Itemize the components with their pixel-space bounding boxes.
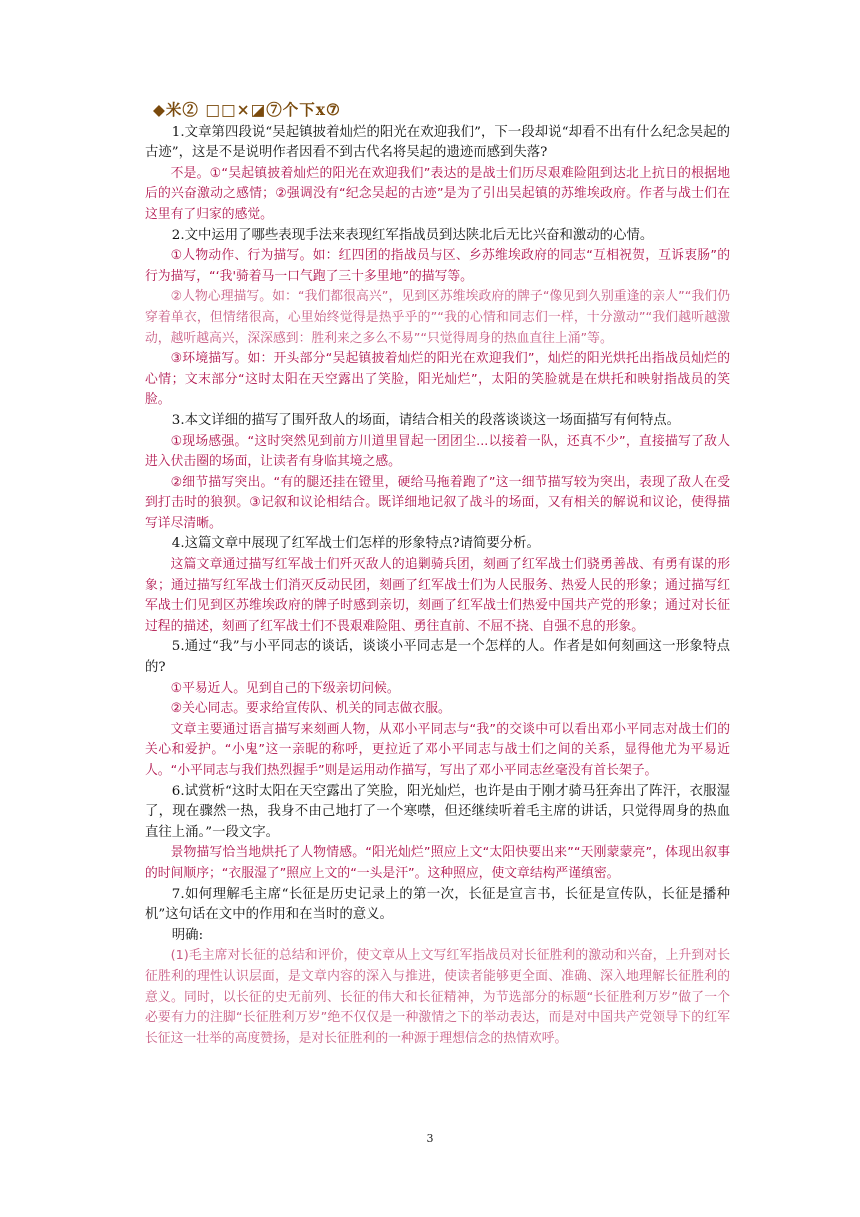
answer-4: 这篇文章通过描写红军战士们歼灭敌人的追剿骑兵团，刻画了红军战士们骁勇善战、有勇有谋的形象；通过描写红军战士们消灭反动民团，刻画了红军战士们为人民服务、热爱人民的形象；通过描写红军战士们见到区苏维埃政府的牌子时感到亲切，刻画了红军战士们热爱中国共产党的形象；通过对长征过程的描述，刻画了红军战士们不畏艰难险阻、勇往直前、不屈不挠、自强不息的形象。 <box>145 557 730 634</box>
answer-2-point-2: ②人物心理描写。如：“我们都很高兴”，见到区苏维埃政府的牌子“像见到久别重逢的亲人”“我们仍穿着单衣，但情绪很高，心里始终觉得是热乎乎的”“我的心情和同志们一样，十分激动”“我们越听越激动，越听越高兴，深深感到：胜利来之多么不易”“只觉得周身的热血直往上涌”等。 <box>145 289 730 346</box>
question-2: 2.文中运用了哪些表现手法来表现红军指战员到达陕北后无比兴奋和激动的心情。 <box>171 227 654 243</box>
answer-3-point-1: ①现场感强。“这时突然见到前方川道里冒起一团团尘...以接着一队，还真不少”，直接描写了敌人进入伏击圈的场面，让读者有身临其境之感。 <box>145 433 730 470</box>
answer-5-point-2: ②关心同志。要求给宣传队、机关的同志做衣服。 <box>170 701 451 717</box>
answer-1: 不是。①“吴起镇披着灿烂的阳光在欢迎我们”表达的是战士们历尽艰难险阻到达北上抗日的根据地后的兴奋激动之感情；②强调没有“纪念吴起的古迹”是为了引出吴起镇的苏维埃政府。作者与战士们在这里有了归家的感觉。 <box>145 165 730 222</box>
answer-3-point-2: ②细节描写突出。“有的腿还挂在镫里，硬给马拖着跑了”这一细节描写较为突出，表现了敌人在受到打击时的狼狈。③记叙和议论相结合。既详细地记叙了战斗的场面，又有相关的解说和议论，使得描写详尽清晰。 <box>145 474 730 531</box>
section-heading: ◆米② □□×◪⑦个下x⑦ <box>153 100 341 119</box>
question-4: 4.这篇文章中展现了红军战士们怎样的形象特点?请简要分析。 <box>171 536 540 552</box>
answer-2-point-3: ③环境描写。如：开头部分“吴起镇披着灿烂的阳光在欢迎我们”，灿烂的阳光烘托出指战员灿烂的心情；文末部分“这时太阳在天空露出了笑脸，阳光灿烂”，太阳的笑脸就是在烘托和映射指战员的笑脸。 <box>145 351 730 408</box>
mingque-label: 明确: <box>171 927 204 943</box>
answer-5-analysis: 文章主要通过语言描写来刻画人物，从邓小平同志与“我”的交谈中可以看出邓小平同志对战士们的关心和爱护。“小鬼”这一亲昵的称呼，更拉近了邓小平同志与战士们之间的关系，显得他尤为平易近人。“小平同志与我们热烈握手”则是运用动作描写，写出了邓小平同志丝毫没有首长架子。 <box>145 721 730 778</box>
answer-5-point-1: ①平易近人。见到自己的下级亲切问候。 <box>170 680 400 696</box>
answer-7: (1)毛主席对长征的总结和评价，使文章从上文写红军指战员对长征胜利的激动和兴奋，上升到对长征胜利的理性认识层面，是文章内容的深入与推进，使读者能够更全面、准确、深入地理解长征胜利的意义。同时，以长征的史无前列、长征的伟大和长征精神，为节选部分的标题“长征胜利万岁”做了一个必要有力的注脚“长征胜利万岁”绝不仅仅是一种激情之下的举动表达，而是对中国共产党领导下的红军长征这一壮举的高度赞扬，是对长征胜利的一种源于理想信念的热情欢呼。 <box>145 948 730 1046</box>
answer-2-point-1: ①人物动作、行为描写。如：红四团的指战员与区、乡苏维埃政府的同志“互相祝贺，互诉衷肠”的行为描写，“‘我'骑着马一口气跑了三十多里地”的描写等。 <box>145 248 730 284</box>
question-7: 7.如何理解毛主席“长征是历史记录上的第一次，长征是宣言书，长征是宣传队，长征是播种机”这句话在文中的作用和在当时的意义。 <box>145 886 730 923</box>
question-6: 6.试赏析“这时太阳在天空露出了笑脸，阳光灿烂，也许是由于刚才骑马狂奔出了阵汗，衣服湿了，现在骤然一热，我身不由己地打了一个寒噤，但还继续听着毛主席的讲话，只觉得周身的热血直往上涌。”一段文字。 <box>145 783 730 840</box>
document-content <box>145 96 730 1049</box>
page-number: 3 <box>426 1132 434 1145</box>
question-5: 5.通过“我”与小平同志的谈话，谈谈小平同志是一个怎样的人。作者是如何刻画这一形象特点的? <box>145 639 730 676</box>
question-1: 1.文章第四段说“吴起镇披着灿烂的阳光在欢迎我们”，下一段却说“却看不出有什么纪念吴起的古迹”，这是不是说明作者因看不到古代名将吴起的遗迹而感到失落? <box>145 124 730 161</box>
question-3: 3.本文详细的描写了围歼敌人的场面，请结合相关的段落谈谈这一场面描写有何特点。 <box>171 412 681 428</box>
answer-6: 景物描写恰当地烘托了人物情感。“阳光灿烂”照应上文“太阳快要出来”“天刚蒙蒙亮”，体现出叙事的时间顺序；“衣服湿了”照应上文的“一头是汗”。这种照应，使文章结构严谨缜密。 <box>145 845 730 881</box>
